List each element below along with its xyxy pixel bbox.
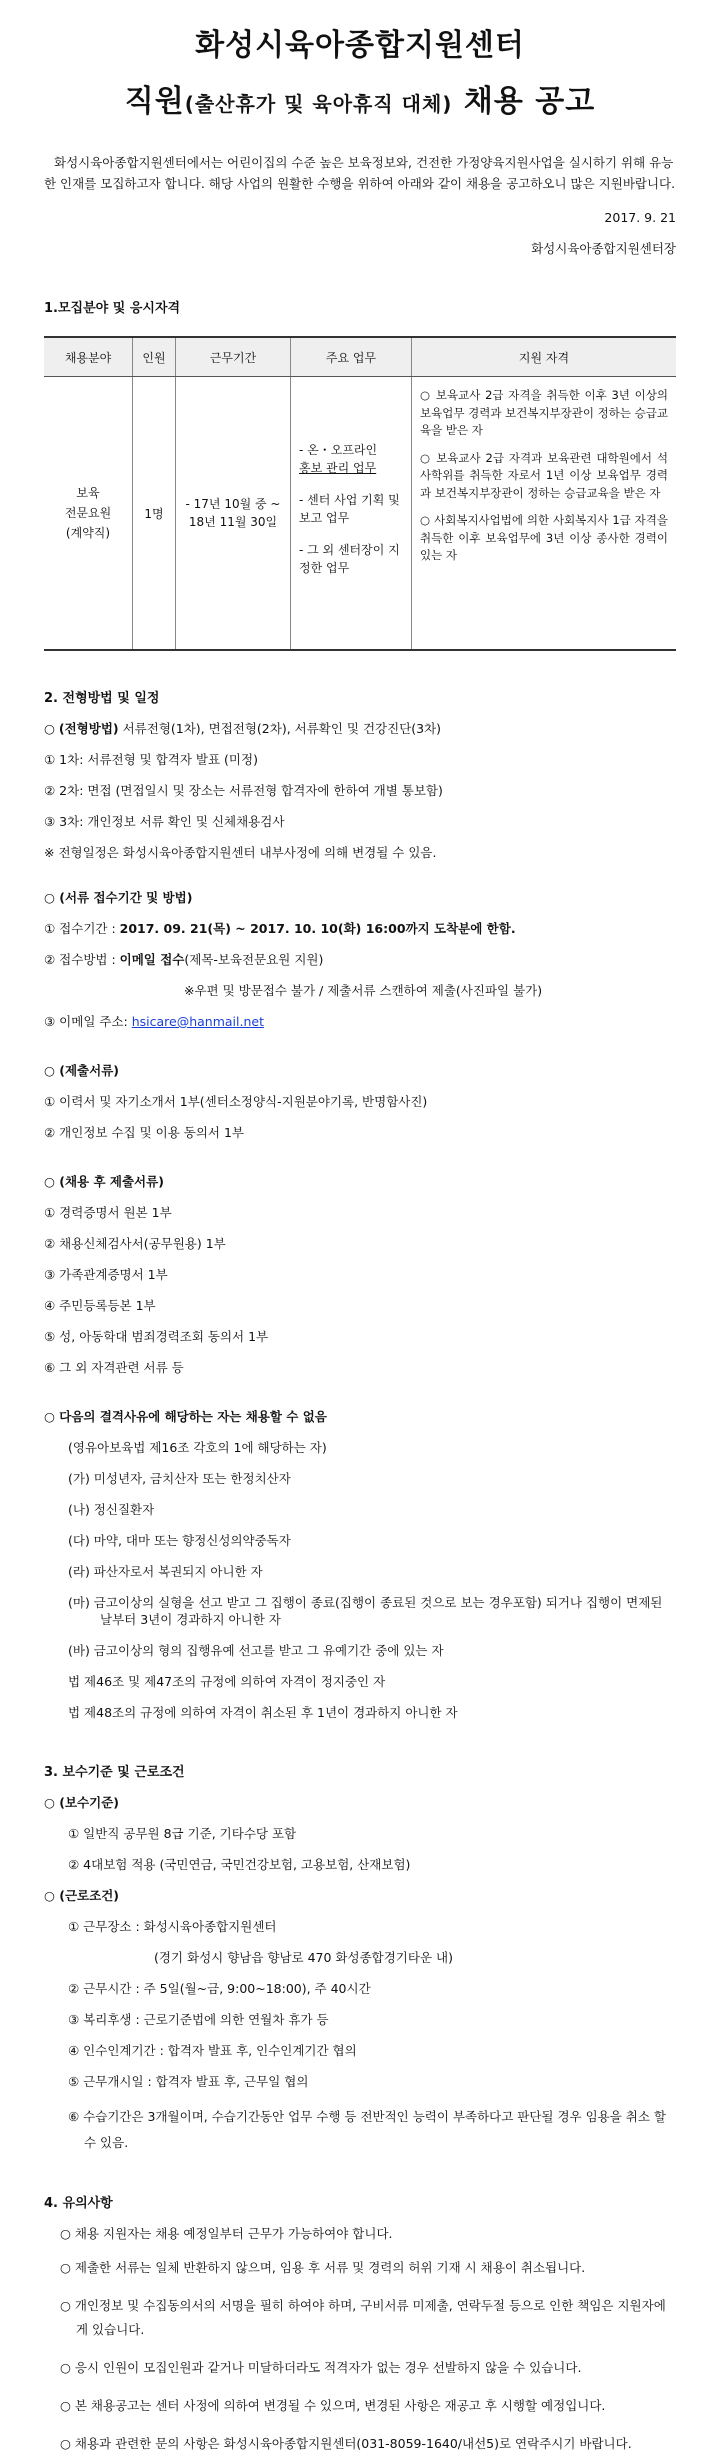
email-label: ③ 이메일 주소: — [44, 1014, 132, 1029]
email-link[interactable]: hsicare@hanmail.net — [131, 1014, 264, 1029]
disqualification-item: (바) 금고이상의 형의 집행유예 선고를 받고 그 유예기간 중에 있는 자 — [68, 1643, 444, 1658]
method-label: (전형방법) — [58, 721, 119, 736]
period-line: 18년 11월 30일 — [188, 515, 278, 529]
duty-item — [299, 441, 403, 477]
disqualification-item: (나) 정신질환자 — [68, 1502, 155, 1517]
receipt-note: ※우편 및 방문접수 불가 / 제출서류 스캔하여 제출(사진파일 불가) — [184, 983, 543, 998]
after-docs-item: ① 경력증명서 원본 1부 — [44, 1205, 172, 1220]
cell-duty — [291, 377, 412, 651]
method-line: ○ (전형방법) 서류전형(1차), 면접전형(2차), 서류확인 및 건강진단(3차) — [44, 721, 442, 736]
notice-item: ○ 본 채용공고는 센터 사정에 의하여 변경될 수 있으며, 변경된 사항은 재공고 후 시행할 예정입니다. — [60, 2398, 606, 2413]
qualification-item: ○ 사회복지사업법에 의한 사회복지사 1급 자격을 취득한 이후 보육업무에 3년 이상 종사한 경력이 있는 자 — [420, 513, 668, 562]
section4-title: 4. 유의사항 — [44, 2196, 113, 2211]
after-docs-item: ⑤ 성, 아동학대 범죄경력조회 동의서 1부 — [44, 1329, 269, 1344]
notice-item: ○ 채용과 관련한 문의 사항은 화성시육아종합지원센터(031-8059-1640/내선5)로 연락주시기 바랍니다. — [60, 2436, 632, 2451]
field-line: 보육 — [76, 486, 100, 500]
cell-count: 1명 — [133, 377, 176, 651]
condition-item: ⑤ 근무개시일 : 합격자 발표 후, 근무일 협의 — [68, 2074, 309, 2089]
duty-item: - 그 외 센터장이 지정한 업무 — [299, 543, 400, 575]
disqualification-intro: (영유아보육법 제16조 각호의 1에 해당하는 자) — [68, 1440, 327, 1455]
receipt-period — [44, 920, 676, 937]
after-docs-item: ⑥ 그 외 자격관련 서류 등 — [44, 1360, 184, 1375]
subtitle-main1: 직원 — [124, 84, 185, 119]
after-docs-item: ② 채용신체검사서(공무원용) 1부 — [44, 1236, 226, 1251]
header-duty: 주요 업무 — [291, 337, 412, 377]
docs-title: ○ (제출서류) — [44, 1063, 119, 1078]
field-line: 전문요원 — [64, 506, 112, 520]
pay-title: ○ (보수기준) — [44, 1795, 119, 1810]
disqualification-item: (마) 금고이상의 실형을 선고 받고 그 집행이 종료(집행이 종료된 것으로 보는 경우포함) 되거나 집행이 면제된 날부터 3년이 경과하지 아니한 자 — [68, 1595, 663, 1627]
receipt-period-value: 2017. 09. 21(목) ~ 2017. 10. 10(화) 16:00까지 도착분에 한함. — [119, 921, 516, 936]
receipt-method-value: 이메일 접수 — [119, 952, 185, 967]
disqualification-title: ○ 다음의 결격사유에 해당하는 자는 채용할 수 없음 — [44, 1409, 327, 1424]
table-row — [44, 377, 676, 651]
after-docs-item: ③ 가족관계증명서 1부 — [44, 1267, 168, 1282]
disqualification-item: (라) 파산자로서 복권되지 아니한 자 — [68, 1564, 263, 1579]
recruit-table — [44, 336, 676, 651]
section3-title: 3. 보수기준 및 근로조건 — [44, 1765, 185, 1780]
page-subtitle — [44, 76, 676, 120]
pay-item: ② 4대보험 적용 (국민연금, 국민건강보험, 고용보험, 산재보험) — [68, 1857, 411, 1872]
header-field: 채용분야 — [44, 337, 133, 377]
qualification-item: ○ 보육교사 2급 자격을 취득한 이후 3년 이상의 보육업무 경력과 보건복지부장관이 정하는 승급교육을 받은 자 — [420, 388, 668, 437]
email-line — [44, 1013, 676, 1030]
notice-item: ○ 채용 지원자는 채용 예정일부터 근무가 가능하여야 합니다. — [60, 2226, 393, 2241]
period-line: - 17년 10월 중 ~ — [185, 497, 281, 511]
notice-item: ○ 개인정보 및 수집동의서의 서명을 필히 하여야 하며, 구비서류 미제출, 연락두절 등으로 인한 책임은 지원자에게 있습니다. — [60, 2298, 666, 2337]
condition-item: ① 근무장소 : 화성시육아종합지원센터 — [68, 1919, 277, 1934]
receipt-period-label: ① 접수기간 : — [44, 921, 120, 936]
method-text: 서류전형(1차), 면접전형(2차), 서류확인 및 건강진단(3차) — [118, 721, 442, 736]
section2-title: 2. 전형방법 및 일정 — [44, 691, 160, 706]
field-line: (계약직) — [65, 526, 111, 540]
notice-item: ○ 응시 인원이 모집인원과 같거나 미달하더라도 적격자가 없는 경우 선발하지 않을 수 있습니다. — [60, 2360, 582, 2375]
condition-item: ③ 복리후생 : 근로기준법에 의한 연월차 휴가 등 — [68, 2012, 329, 2027]
step-item: ① 1차: 서류전형 및 합격자 발표 (미정) — [44, 752, 258, 767]
condition-item: ④ 인수인계기간 : 합격자 발표 후, 인수인계기간 협의 — [68, 2043, 357, 2058]
subtitle-paren: (출산휴가 및 육아휴직 대체) — [184, 92, 453, 116]
docs-item: ② 개인정보 수집 및 이용 동의서 1부 — [44, 1125, 244, 1140]
duty-text: 홍보 관리 업무 — [299, 461, 377, 475]
duty-text: - 온・오프라인 — [299, 443, 378, 457]
step-item: ③ 3차: 개인정보 서류 확인 및 신체채용검사 — [44, 814, 285, 829]
docs-item: ① 이력서 및 자기소개서 1부(센터소정양식-지원분야기록, 반명함사진) — [44, 1094, 428, 1109]
notice-date: 2017. 9. 21 — [604, 210, 676, 225]
cell-period — [176, 377, 291, 651]
receipt-method-rest: (제목-보육전문요원 지원) — [184, 952, 324, 967]
table-header-row — [44, 337, 676, 377]
condition-address: (경기 화성시 향남읍 향남로 470 화성종합경기타운 내) — [154, 1950, 453, 1965]
pay-item: ① 일반직 공무원 8급 기준, 기타수당 포함 — [68, 1826, 297, 1841]
notice-org: 화성시육아종합지원센터장 — [531, 241, 676, 256]
receipt-method — [44, 951, 676, 968]
header-qualification: 지원 자격 — [412, 337, 677, 377]
after-docs-title: ○ (채용 후 제출서류) — [44, 1174, 164, 1189]
cell-qualification — [412, 377, 677, 651]
condition-title: ○ (근로조건) — [44, 1888, 119, 1903]
duty-item: - 센터 사업 기획 및 보고 업무 — [299, 493, 400, 525]
condition-item: ⑥ 수습기간은 3개월이며, 수습기간동안 업무 수행 등 전반적인 능력이 부족하다고 판단될 경우 임용을 취소 할 수 있음. — [68, 2109, 666, 2150]
step-item: ② 2차: 면접 (면접일시 및 장소는 서류전형 합격자에 한하여 개별 통보함) — [44, 783, 443, 798]
after-docs-item: ④ 주민등록등본 1부 — [44, 1298, 156, 1313]
page-title: 화성시육아종합지원센터 — [195, 28, 525, 63]
intro-paragraph: 화성시육아종합지원센터에서는 어린이집의 수준 높은 보육정보와, 건전한 가정양육지원사업을 실시하기 위해 유능한 인재를 모집하고자 합니다. 해당 사업의 원활한 수행을 위하여 아래와 같이 채용을 공고하오니 많은 지원바랍니다. — [44, 155, 676, 191]
cell-field — [44, 377, 133, 651]
receipt-method-label: ② 접수방법 : — [44, 952, 120, 967]
section1-title: 1.모집분야 및 응시자격 — [44, 301, 181, 316]
header-period: 근무기간 — [176, 337, 291, 377]
qualification-item: ○ 보육교사 2급 자격과 보육관련 대학원에서 석사학위를 취득한 자로서 1년 이상 보육업무 경력과 보건복지부장관이 정하는 승급교육을 받은 자 — [420, 450, 668, 500]
disqualification-item: (다) 마약, 대마 또는 향정신성의약중독자 — [68, 1533, 291, 1548]
subtitle-main2: 채용 공고 — [463, 84, 596, 119]
law-item: 법 제48조의 규정에 의하여 자격이 취소된 후 1년이 경과하지 아니한 자 — [68, 1705, 458, 1720]
receipt-title: ○ (서류 접수기간 및 방법) — [44, 890, 193, 905]
law-item: 법 제46조 및 제47조의 규정에 의하여 자격이 정지중인 자 — [68, 1674, 386, 1689]
schedule-note: ※ 전형일정은 화성시육아종합지원센터 내부사정에 의해 변경될 수 있음. — [44, 845, 437, 860]
notice-item: ○ 제출한 서류는 일체 반환하지 않으며, 임용 후 서류 및 경력의 허위 기재 시 채용이 취소됩니다. — [60, 2260, 586, 2275]
condition-item: ② 근무시간 : 주 5일(월~금, 9:00~18:00), 주 40시간 — [68, 1981, 371, 1996]
disqualification-item: (가) 미성년자, 금치산자 또는 한정치산자 — [68, 1471, 291, 1486]
header-count: 인원 — [133, 337, 176, 377]
